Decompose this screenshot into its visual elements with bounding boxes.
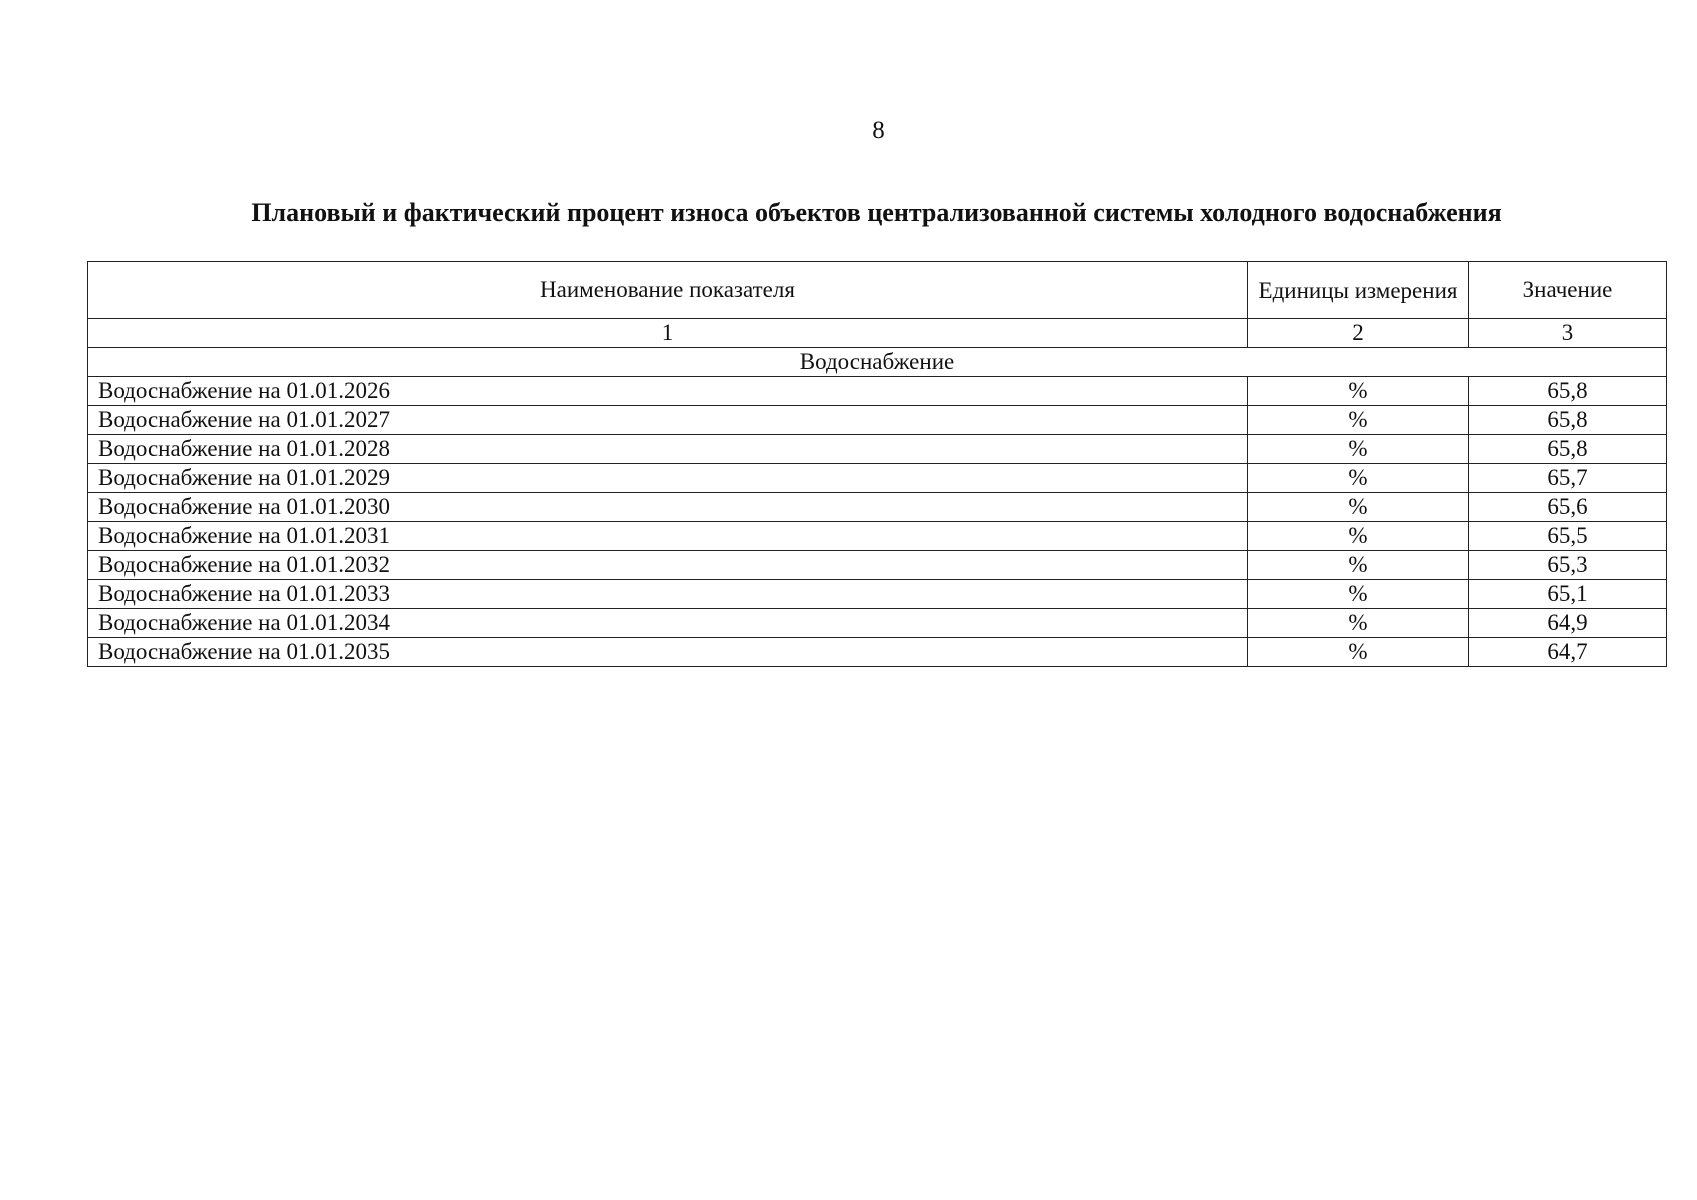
column-number: 3 <box>1469 319 1667 348</box>
row-unit: % <box>1248 493 1469 522</box>
row-value: 64,9 <box>1469 609 1667 638</box>
row-unit: % <box>1248 464 1469 493</box>
table-row <box>88 522 1667 551</box>
row-unit: % <box>1248 435 1469 464</box>
row-unit: % <box>1248 377 1469 406</box>
row-value: 65,8 <box>1469 406 1667 435</box>
row-unit: % <box>1248 406 1469 435</box>
wear-percentage-table <box>87 261 1667 667</box>
row-value: 65,7 <box>1469 464 1667 493</box>
row-unit: % <box>1248 551 1469 580</box>
header-units: Единицы измерения <box>1248 262 1469 319</box>
header-indicator-name: Наименование показателя <box>88 262 1248 319</box>
column-number-row <box>88 319 1667 348</box>
table-row <box>88 464 1667 493</box>
table-row <box>88 580 1667 609</box>
row-unit: % <box>1248 522 1469 551</box>
document-title: Плановый и фактический процент износа объектов централизованной системы холодного водоснабжения <box>251 198 1502 227</box>
table-row <box>88 638 1667 667</box>
row-name: Водоснабжение на 01.01.2030 <box>88 493 1248 522</box>
row-name: Водоснабжение на 01.01.2031 <box>88 522 1248 551</box>
section-row <box>88 348 1667 377</box>
row-name: Водоснабжение на 01.01.2028 <box>88 435 1248 464</box>
row-name: Водоснабжение на 01.01.2033 <box>88 580 1248 609</box>
row-value: 65,5 <box>1469 522 1667 551</box>
row-name: Водоснабжение на 01.01.2026 <box>88 377 1248 406</box>
header-value: Значение <box>1469 262 1667 319</box>
table-row <box>88 551 1667 580</box>
row-value: 65,6 <box>1469 493 1667 522</box>
section-title: Водоснабжение <box>88 348 1667 377</box>
row-value: 64,7 <box>1469 638 1667 667</box>
row-name: Водоснабжение на 01.01.2029 <box>88 464 1248 493</box>
table-row <box>88 406 1667 435</box>
row-name: Водоснабжение на 01.01.2032 <box>88 551 1248 580</box>
row-name: Водоснабжение на 01.01.2034 <box>88 609 1248 638</box>
page-number: 8 <box>872 117 885 144</box>
column-number: 1 <box>88 319 1248 348</box>
row-value: 65,3 <box>1469 551 1667 580</box>
row-name: Водоснабжение на 01.01.2035 <box>88 638 1248 667</box>
row-unit: % <box>1248 609 1469 638</box>
table-row <box>88 377 1667 406</box>
table-row <box>88 493 1667 522</box>
row-value: 65,8 <box>1469 435 1667 464</box>
table-header-row <box>88 262 1667 319</box>
row-name: Водоснабжение на 01.01.2027 <box>88 406 1248 435</box>
row-unit: % <box>1248 580 1469 609</box>
row-unit: % <box>1248 638 1469 667</box>
column-number: 2 <box>1248 319 1469 348</box>
table-row <box>88 435 1667 464</box>
row-value: 65,8 <box>1469 377 1667 406</box>
row-value: 65,1 <box>1469 580 1667 609</box>
table-row <box>88 609 1667 638</box>
